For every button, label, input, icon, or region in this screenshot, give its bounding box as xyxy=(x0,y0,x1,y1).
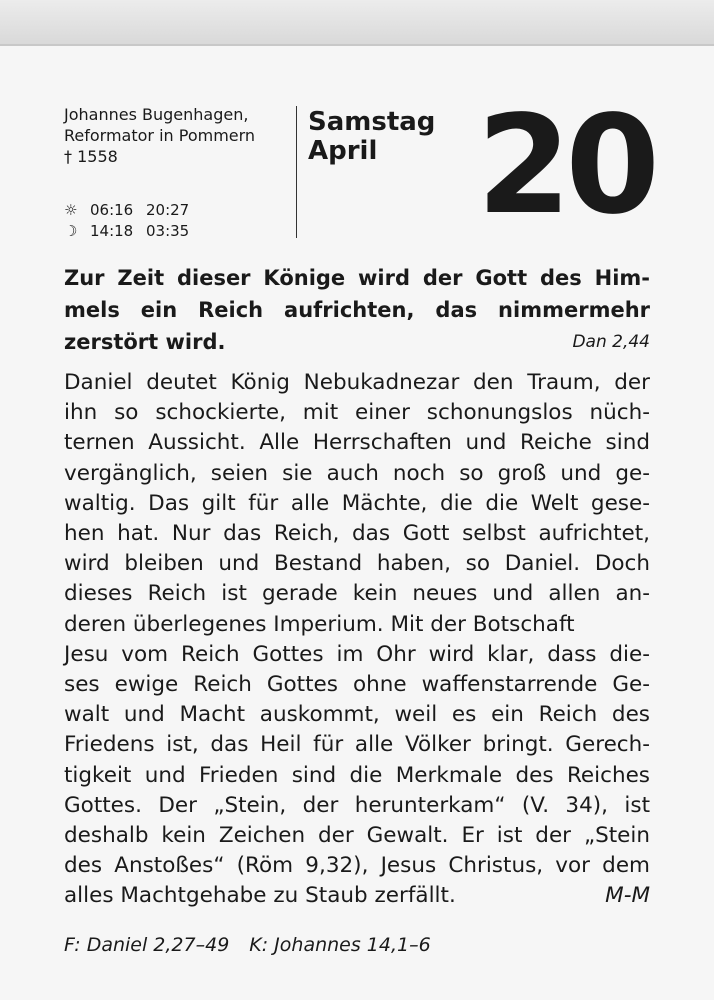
text-line: wird bleiben und Bestand haben, so Daniel. Doch xyxy=(64,551,650,577)
author-initials: M-M xyxy=(605,883,650,909)
moon-icon: ☽ xyxy=(64,222,78,240)
text-line: dieses Reich ist gerade kein neues und allen an- xyxy=(64,581,650,607)
devotion-text xyxy=(64,368,650,912)
page-header xyxy=(64,87,654,245)
text-line: alles Machtgehabe zu Staub zerfällt. M-M xyxy=(64,881,650,911)
sunset-time: 20:27 xyxy=(146,201,190,219)
sun-icon: ☼ xyxy=(64,201,78,219)
verse-text: zerstört wird. xyxy=(64,330,226,354)
sunrise-time: 06:16 xyxy=(90,201,134,219)
moon-times-row xyxy=(64,221,189,242)
verse-reference: Dan 2,44 xyxy=(572,332,650,352)
text-line: tigkeit und Frieden sind die Merkmale des Reiches xyxy=(64,762,650,788)
verse-line xyxy=(64,326,650,358)
reading-references xyxy=(64,934,431,956)
text-line: des Anstoßes“ (Röm 9,32), Jesus Christus, vor dem xyxy=(64,853,650,879)
text-line: waltig. Das gilt für alle Mächte, die die Welt gese- xyxy=(64,490,650,516)
f-reading: F: Daniel 2,27–49 xyxy=(64,934,230,956)
sun-times-row xyxy=(64,200,189,221)
text-line: Friedens ist, das Heil für alle Völker bringt. Gerech- xyxy=(64,732,650,758)
text-line: Jesu vom Reich Gottes im Ohr wird klar, dass die- xyxy=(64,641,650,667)
day-number: 20 xyxy=(476,87,654,245)
commemoration-death: † 1558 xyxy=(64,147,118,166)
verse-line xyxy=(64,294,650,326)
calendar-page xyxy=(0,46,714,1000)
commemoration xyxy=(64,104,255,167)
sun-moon-times xyxy=(64,200,189,242)
text-line: walt und Macht auskommt, weil es ein Reich des xyxy=(64,702,650,728)
text-line: vergänglich, seien sie auch noch so groß und ge- xyxy=(64,460,650,486)
date-labels xyxy=(308,108,435,166)
verse-text: mels ein Reich aufrichten, das nimmermehr xyxy=(64,298,650,322)
commemoration-role: Reformator in Pommern xyxy=(64,126,256,145)
text-line: ihn so schockierte, mit einer schonungslos nüch- xyxy=(64,400,650,426)
bible-verse xyxy=(64,262,650,358)
verse-text: Zur Zeit dieser Könige wird der Gott des Him- xyxy=(64,266,650,290)
text-line: ses ewige Reich Gottes ohne waffenstarrende Ge- xyxy=(64,672,650,698)
verse-line xyxy=(64,262,650,294)
month: April xyxy=(308,136,378,166)
moonset-time: 03:35 xyxy=(146,222,190,240)
weekday: Samstag xyxy=(308,107,436,137)
moonrise-time: 14:18 xyxy=(90,222,134,240)
calendar-binding xyxy=(0,0,714,46)
text-line: Gottes. Der „Stein, der herunterkam“ (V. 34), ist xyxy=(64,792,650,818)
text-line: deren überlegenes Imperium. Mit der Botschaft xyxy=(64,611,575,637)
k-reading: K: Johannes 14,1–6 xyxy=(249,934,431,956)
text-line: Daniel deutet König Nebukadnezar den Traum, der xyxy=(64,370,650,395)
commemoration-name: Johannes Bugenhagen, xyxy=(64,105,249,124)
header-divider xyxy=(296,106,297,238)
text-line: ternen Aussicht. Alle Herrschaften und Reiche sind xyxy=(64,430,650,456)
text-line: deshalb kein Zeichen der Gewalt. Er ist der „Stein xyxy=(64,823,650,849)
text-line: hen hat. Nur das Reich, das Gott selbst aufrichtet, xyxy=(64,521,650,547)
